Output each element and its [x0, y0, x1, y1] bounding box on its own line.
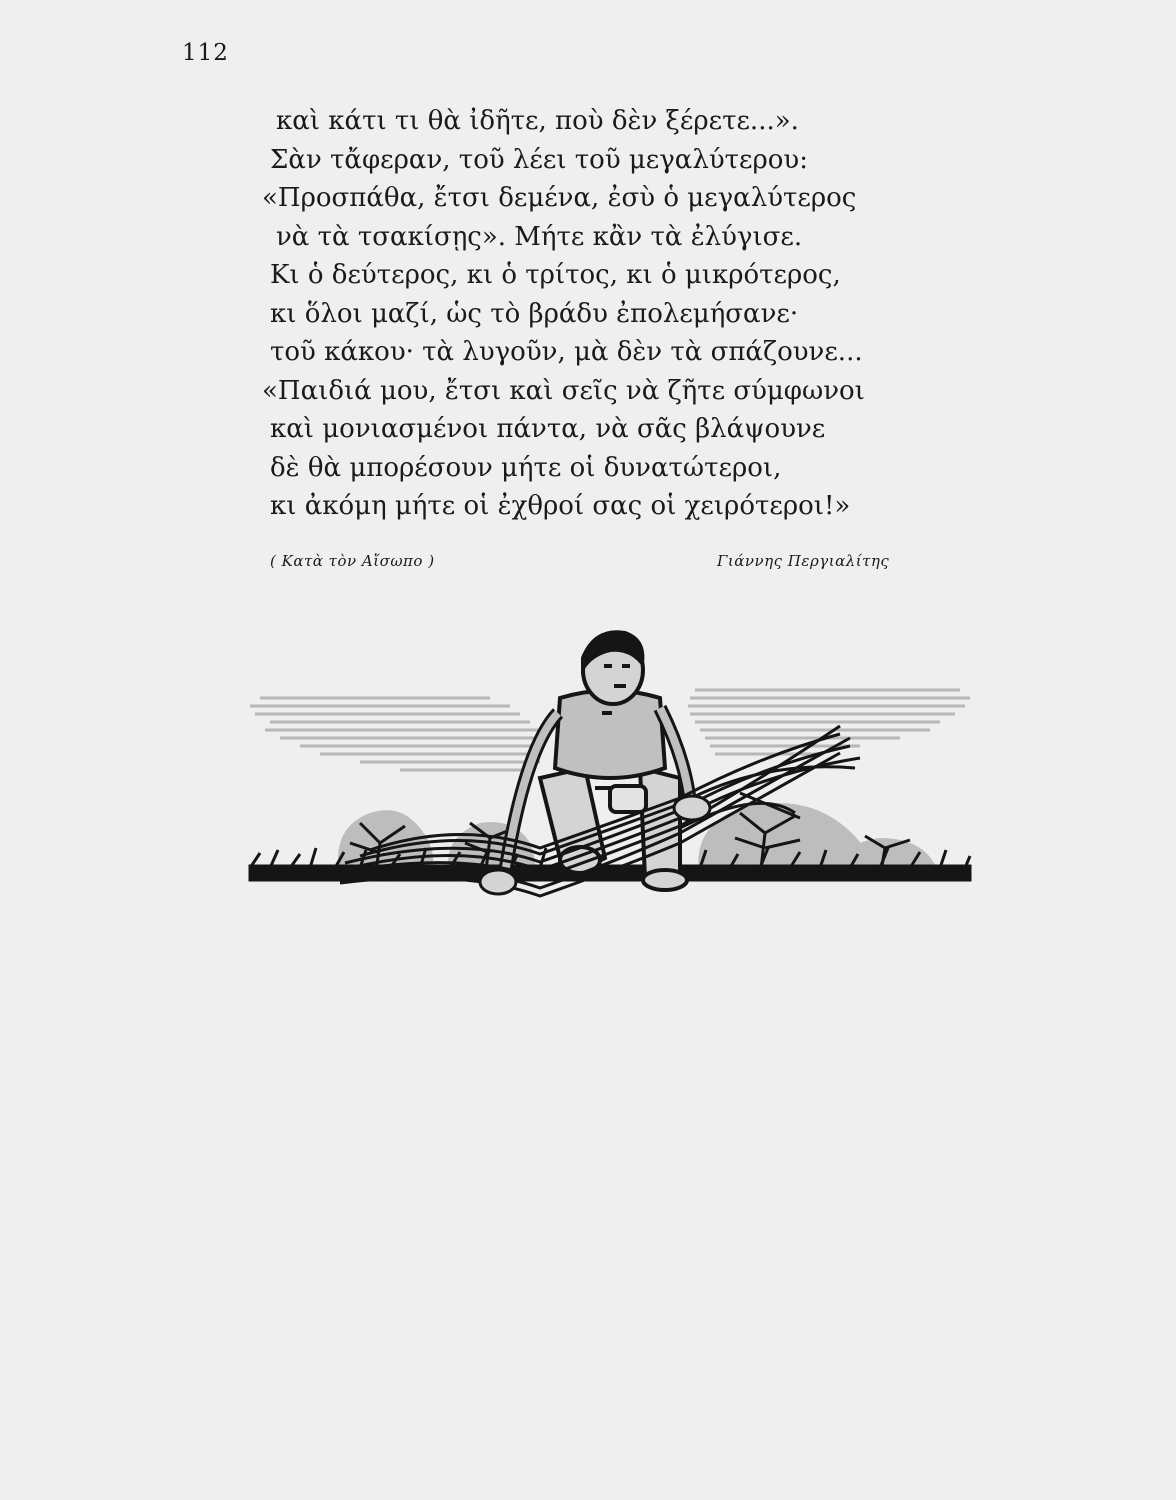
poem-line: «Παιδιά μου, ἔτσι καὶ σεῖς νὰ ζῆτε σύμφωνοι [262, 375, 865, 406]
poem-line: Κι ὁ δεύτερος, κι ὁ τρίτος, κι ὁ μικρότερος, [270, 260, 841, 290]
poem [262, 102, 962, 526]
source-attribution: ( Κατὰ τὸν Αἴσωπο ) [270, 552, 435, 570]
poem-line: δὲ θὰ μπορέσουν μήτε οἱ δυνατώτεροι, [270, 452, 782, 483]
poem-line: Σὰν τἄφεραν, τοῦ λέει τοῦ μεγαλύτερου: [270, 144, 809, 175]
page-number: 112 [182, 40, 229, 66]
poem-line: νὰ τὰ τσακίσῃς». Μήτε κἂν τὰ ἐλύγισε. [276, 221, 803, 252]
poem-line: «Προσπάθα, ἔτσι δεμένα, ἐσὺ ὁ μεγαλύτερος [262, 183, 857, 213]
poem-line: καὶ κάτι τι θὰ ἰδῆτε, ποὺ δὲν ξέρετε...». [276, 106, 799, 136]
woodcut-illustration [240, 628, 980, 898]
poem-line: κι ἀκόμη μήτε οἱ ἐχθροί σας οἱ χειρότεροι!» [270, 491, 851, 521]
author-name: Γιάννης Περγιαλίτης [717, 552, 890, 570]
poem-line: καὶ μονιασμένοι πάντα, νὰ σᾶς βλάψουνε [270, 414, 826, 444]
poem-line: τοῦ κάκου· τὰ λυγοῦν, μὰ δὲν τὰ σπάζουνε... [270, 337, 863, 367]
poem-line: κι ὅλοι μαζί, ὡς τὸ βράδυ ἐπολεμήσανε· [270, 298, 799, 329]
